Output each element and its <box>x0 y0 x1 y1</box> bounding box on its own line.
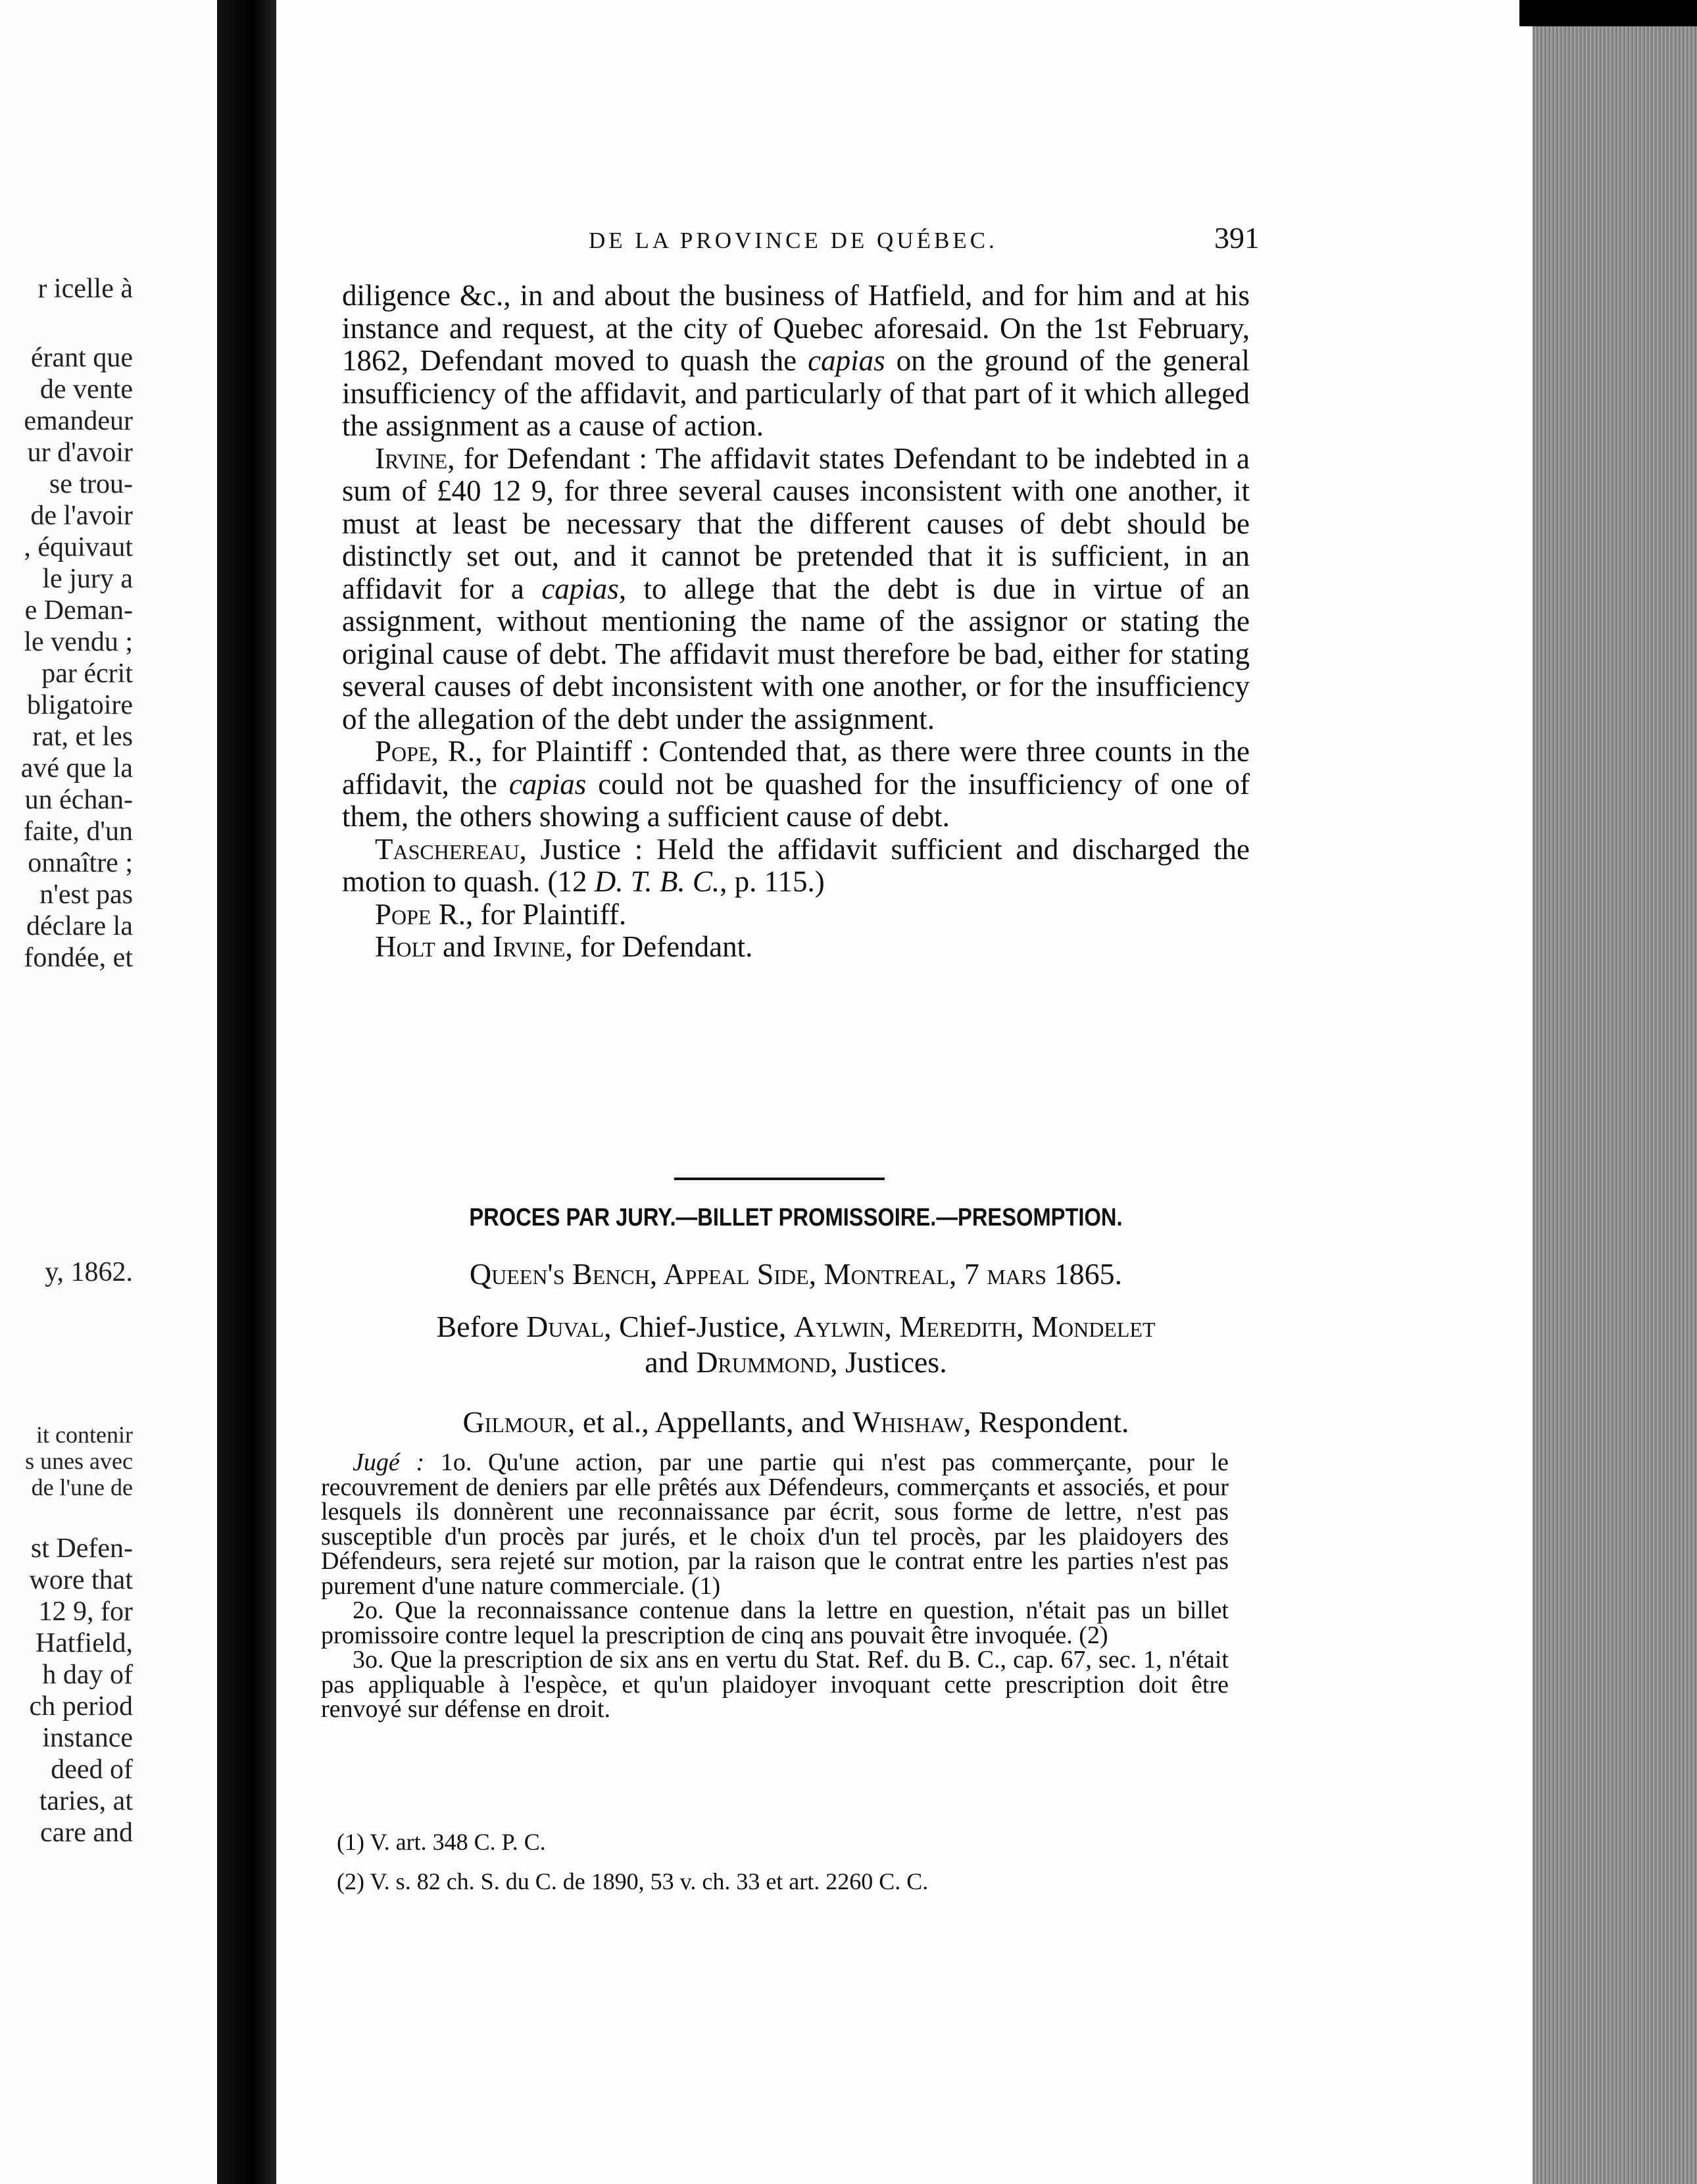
text: diligence &c., in and about the business of Hatfield, and for him and at his instance and request, at the city of Quebec aforesaid. On the 1st February, 1862, Defendant moved to quash the <box>342 279 1250 377</box>
page-number: 391 <box>1214 221 1260 255</box>
footnote: (2) V. s. 82 ch. S. du C. de 1890, 53 v. ch. 33 et art. 2260 C. C. <box>337 1868 929 1895</box>
left-page-line: un échan- <box>24 785 133 815</box>
left-page-line: n'est pas <box>39 880 133 910</box>
italic-term: capias <box>808 344 885 377</box>
counsel-name: Pope <box>375 735 431 768</box>
counsel-name: Holt <box>375 930 435 963</box>
counsel-name: Irvine <box>493 930 566 963</box>
text: , et al., Appellants, and <box>567 1405 845 1439</box>
text: , R., for Plaintiff : Contended that, as there were three counts in the affidavit, the <box>342 735 1250 801</box>
left-page-line: 12 9, for <box>38 1597 133 1627</box>
page-header <box>589 220 1260 255</box>
party-name: Gilmour <box>462 1405 568 1439</box>
body-text <box>342 280 1250 964</box>
left-page-line: par écrit <box>41 658 133 689</box>
left-page-line: onnaître ; <box>28 848 133 878</box>
juge-label: Jugé : <box>353 1449 425 1476</box>
left-page-line: r icelle à <box>37 274 133 304</box>
page-edges <box>1533 26 1697 2184</box>
holding-paragraph: 2o. Que la reconnaissance contenue dans la lettre en question, n'était pas un billet promissoire contre lequel la prescription de cinq ans pouvait être invoquée. (2) <box>321 1597 1229 1649</box>
text: , Chief-Justice, <box>604 1310 787 1343</box>
parties-line <box>342 1404 1250 1439</box>
left-page-line: instance <box>42 1723 133 1753</box>
text: and <box>443 930 485 963</box>
text: , for Defendant. <box>565 930 753 963</box>
counsel-name: Pope <box>375 897 431 931</box>
left-page-line: se trou- <box>49 469 133 499</box>
holding-paragraph: 3o. Que la prescription de six ans en vertu du Stat. Ref. du B. C., cap. 67, sec. 1, n'était pas appliquable à l'espèce, et qu'un plaidoyer invoquant cette prescription doit être renvoyé sur défense en droit. <box>321 1646 1229 1723</box>
left-page-line: deed of <box>51 1754 133 1785</box>
footnote: (1) V. art. 348 C. P. C. <box>337 1829 546 1855</box>
footnotes <box>337 1822 1244 1901</box>
left-page-line: le jury a <box>42 564 133 594</box>
left-page-line: ur d'avoir <box>27 437 133 468</box>
text: , Justices. <box>830 1345 947 1379</box>
left-page-line: de l'une de <box>31 1474 133 1501</box>
left-page-line: taries, at <box>39 1786 133 1816</box>
court-line: Queen's Bench, Appeal Side, Montreal, 7 mars 1865. <box>469 1257 1123 1291</box>
text: , to allege that the debt is due in virtue of an assignment, without mentioning the name of the assignor or stating the original cause of debt. The affidavit must therefore be bad, either for stating several causes of debt inconsistent with one another, or for the insufficiency of the allegation of the debt under the assignment. <box>342 572 1250 735</box>
left-page-line: le vendu ; <box>24 627 133 657</box>
left-page-line: érant que <box>30 343 133 373</box>
judge-name: Taschereau <box>375 832 520 866</box>
left-page-line: rat, et les <box>32 722 133 752</box>
paragraph <box>342 931 1250 964</box>
paragraph <box>342 735 1250 833</box>
judge-name: Meredith <box>899 1310 1017 1343</box>
text: Before <box>436 1310 519 1343</box>
judge-name: Mondelet <box>1031 1310 1156 1343</box>
text: , <box>884 1310 892 1343</box>
left-page-line: avé que la <box>20 753 133 783</box>
text: could not be quashed for the insufficiency of one of them, the others showing a sufficient cause of debt. <box>342 767 1250 833</box>
left-page-line: s unes avec <box>25 1448 133 1474</box>
holding-paragraph <box>321 1451 1229 1599</box>
book-gutter <box>217 0 276 2184</box>
text: , for Defendant : The affidavit states Defendant to be indebted in a sum of £40 12 9, for three several causes inconsistent with one another, it must at least be necessary that the different causes of debt should be distinctly set out, and it cannot be pretended that it is sufficient, in an affidavit for a <box>342 441 1250 605</box>
section-divider <box>674 1178 885 1180</box>
text: , Justice : Held the affidavit sufficient and discharged the motion to quash. (12 <box>342 832 1250 898</box>
paragraph <box>342 833 1250 899</box>
text: , Respondent. <box>963 1405 1129 1439</box>
left-page-line: emandeur <box>24 406 133 436</box>
text: R., for Plaintiff. <box>438 897 627 931</box>
party-name: Whishaw <box>852 1405 964 1439</box>
left-page <box>0 0 218 2184</box>
paragraph <box>342 443 1250 736</box>
left-page-line: , équivaut <box>24 532 133 562</box>
left-page-line: care and <box>39 1818 133 1848</box>
left-page-line: st Defen- <box>30 1533 133 1564</box>
left-page-line: e Deman- <box>24 595 133 626</box>
judge-name: Drummond <box>696 1345 831 1379</box>
left-page-line: Hatfield, <box>35 1628 133 1658</box>
running-title: DE LA PROVINCE DE QUÉBEC. <box>589 228 998 253</box>
italic-term: capias <box>541 572 619 605</box>
judge-name: Duval <box>526 1310 604 1343</box>
text: on the ground of the general insufficiency of the affidavit, and particularly of that part of it which alleged the assignment as a cause of action. <box>342 344 1250 442</box>
left-page-line: it contenir <box>36 1422 133 1448</box>
left-page-line: wore that <box>29 1565 133 1595</box>
text: , p. 115.) <box>720 865 825 898</box>
text: 1o. Qu'une action, par une partie qui n'est pas commerçante, pour le recouvrement de deniers par elle prêtés aux Défendeurs, commerçants et associés, et pour lesquels ils donnèrent une reconnaissance par écrit, sous forme de lettre, n'est pas susceptible d'un procès par jurés, et le choix d'un tel procès, par les plaidoyers des Défendeurs, sera rejeté sur motion, par la raison que le contrat entre les parties n'est pas purement d'une nature commerciale. (1) <box>321 1449 1229 1600</box>
left-page-line: h day of <box>42 1660 133 1690</box>
paragraph <box>342 280 1250 443</box>
scan-border <box>1519 0 1697 26</box>
left-page-line: bligatoire <box>27 690 133 720</box>
judge-name: Aylwin <box>793 1310 885 1343</box>
left-page-line: ch period <box>29 1691 133 1722</box>
left-page-line: fondée, et <box>24 943 133 973</box>
left-page-line: déclare la <box>26 911 133 941</box>
paragraph <box>342 899 1250 931</box>
italic-citation: D. T. B. C. <box>594 865 720 898</box>
counsel-name: Irvine <box>375 441 448 475</box>
bench-line <box>342 1309 1250 1380</box>
case-heading: PROCES PAR JURY.—BILLET PROMISSOIRE.—PRESOMPTION. <box>469 1204 1123 1231</box>
left-page-line: faite, d'un <box>23 816 133 847</box>
left-page-line: de vente <box>39 374 133 405</box>
text: and <box>645 1345 689 1379</box>
italic-term: capias <box>508 767 587 801</box>
left-page-line: de l'avoir <box>30 501 133 531</box>
text: , <box>1016 1310 1024 1343</box>
holding-text <box>321 1451 1229 1722</box>
left-page-line: y, 1862. <box>45 1257 133 1287</box>
